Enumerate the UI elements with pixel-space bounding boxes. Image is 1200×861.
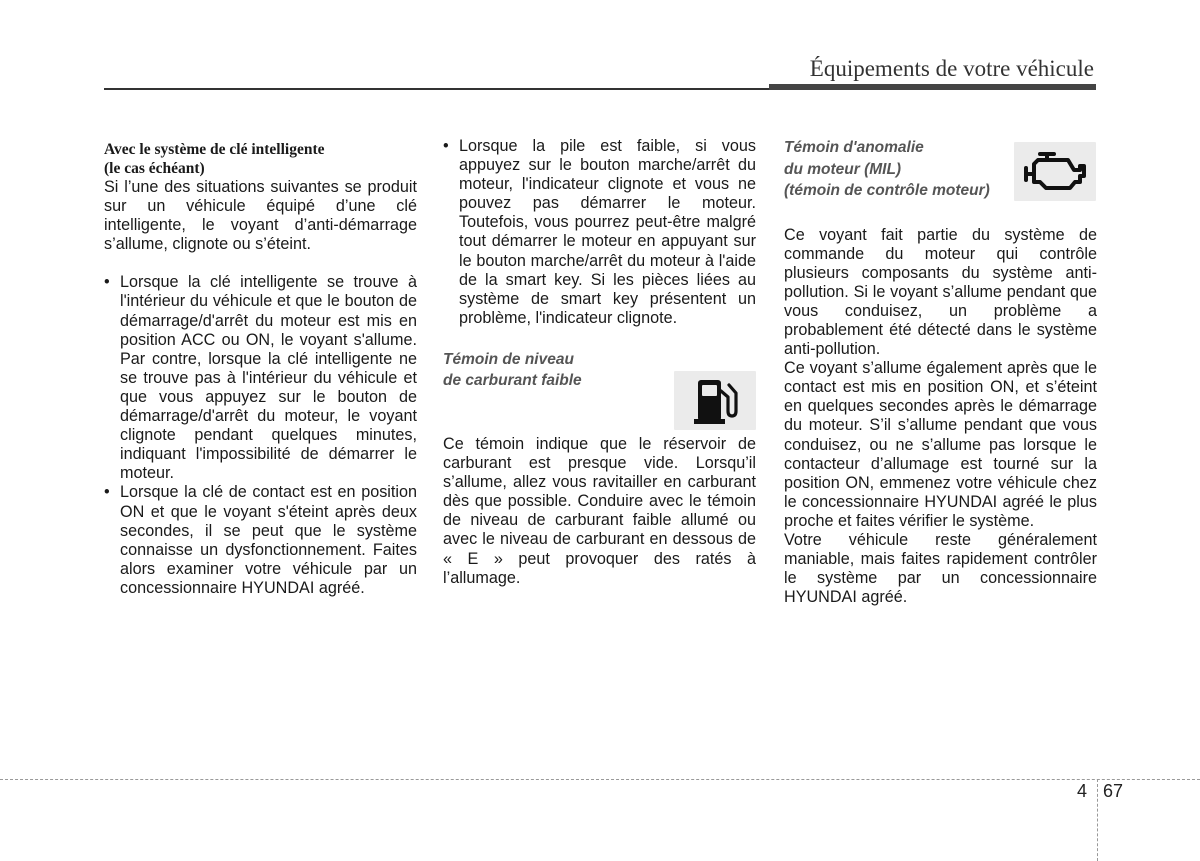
- smart-key-heading-line1: Avec le système de clé intelligente: [104, 141, 325, 158]
- smart-key-heading: [104, 140, 417, 178]
- fuel-warning-text: Ce témoin indique que le réservoir de carburant est presque vide. Lorsqu’il s’allume, allez vous ravitailler en carburant dès que possible. Conduire avec le témoin de niveau de carburant faible allumé ou avec le niveau de carburant en dessous de « E » peut provoquer des ratés à l’allumage.: [443, 434, 756, 587]
- smart-key-heading-line2: (le cas échéant): [104, 160, 205, 177]
- bullet-dot: •: [104, 483, 110, 502]
- mil-heading-line1: Témoin d'anomalie: [784, 139, 924, 156]
- mil-paragraph-1: Ce voyant fait partie du système de commande du moteur qui contrôle plusieurs composants du système anti-pollution. Si le voyant s’allume pendant que vous conduisez, un problème a probablement été détecté dans le système anti-pollution.: [784, 225, 1097, 359]
- header-rule-thin: [104, 88, 769, 90]
- chapter-number: 4: [1077, 781, 1088, 801]
- smart-key-intro: Si l’une des situations suivantes se produit sur un véhicule équipé d’une clé intelligente, le voyant d’anti-démarrage s’allume, clignote ou s’éteint.: [104, 178, 417, 254]
- bullet-dot: •: [104, 273, 110, 292]
- mil-heading-line3: (témoin de contrôle moteur): [784, 182, 990, 199]
- mil-paragraph-2: Ce voyant s’allume également après que le contact est mis en position ON, et s’éteint en quelques secondes après le démarrage du moteur. S’il s’allume pendant que vous conduisez, ou ne s’allume pas lorsque le contacteur d’allumage est tourné sur la position ON, emmenez votre véhicule chez le concessionnaire HYUNDAI agréé le plus proche et faites vérifier le système.: [784, 359, 1097, 530]
- column-1: [104, 137, 417, 598]
- footer-vertical-rule: [1097, 779, 1098, 861]
- list-item-text: Lorsque la clé de contact est en position ON et que le voyant s'éteint après deux secondes, il se peut que le système connaisse un dysfonctionnement. Faites alors examiner votre véhicule par un concessionnaire HYUNDAI agréé.: [120, 483, 417, 597]
- battery-bullets: [443, 137, 756, 328]
- page-number: 67: [1103, 781, 1124, 801]
- fuel-heading-line2: de carburant faible: [443, 372, 582, 390]
- engine-check-icon: [1014, 142, 1096, 201]
- list-item: [104, 483, 417, 598]
- list-item-text: Lorsque la clé intelligente se trouve à l'intérieur du véhicule et que le bouton de démarrage/d'arrêt du moteur est mis en position ACC ou ON, le voyant s'allume. Par contre, lorsque la clé intelligente ne se trouve pas à l'intérieur du véhicule et que vous appuyez sur le bouton de démarrage/d'arrêt du moteur, le voyant clignote pendant quelques minutes, indiquant l'impossibilité de démarrer le moteur.: [120, 273, 417, 483]
- column-3: [784, 137, 1097, 607]
- fuel-pump-icon: [674, 371, 756, 430]
- smart-key-bullets: [104, 273, 417, 598]
- mil-paragraph-3: Votre véhicule reste généralement maniable, mais faites rapidement contrôler le système par un concessionnaire HYUNDAI agréé.: [784, 531, 1097, 607]
- page-header-title: Équipements de votre véhicule: [809, 56, 1094, 81]
- footer-rule: [0, 779, 1200, 780]
- bullet-dot: •: [443, 137, 449, 155]
- fuel-heading-line1: Témoin de niveau: [443, 350, 574, 368]
- mil-heading-line2: du moteur (MIL): [784, 160, 902, 178]
- list-item-text: Lorsque la pile est faible, si vous appuyez sur le bouton marche/arrêt du moteur, l'indicateur clignote et vous ne pouvez pas démarrer le moteur. Toutefois, vous pourrez peut-être malgré tout démarrer le moteur en appuyant sur le bouton marche/arrêt du moteur à l'aide de la smart key. Si les pièces liées au système de smart key présentent un problème, l'indicateur clignote.: [459, 137, 756, 327]
- header-rule-thick: [769, 84, 1096, 90]
- list-item: [443, 137, 756, 328]
- column-2: [443, 137, 756, 588]
- list-item: [104, 273, 417, 483]
